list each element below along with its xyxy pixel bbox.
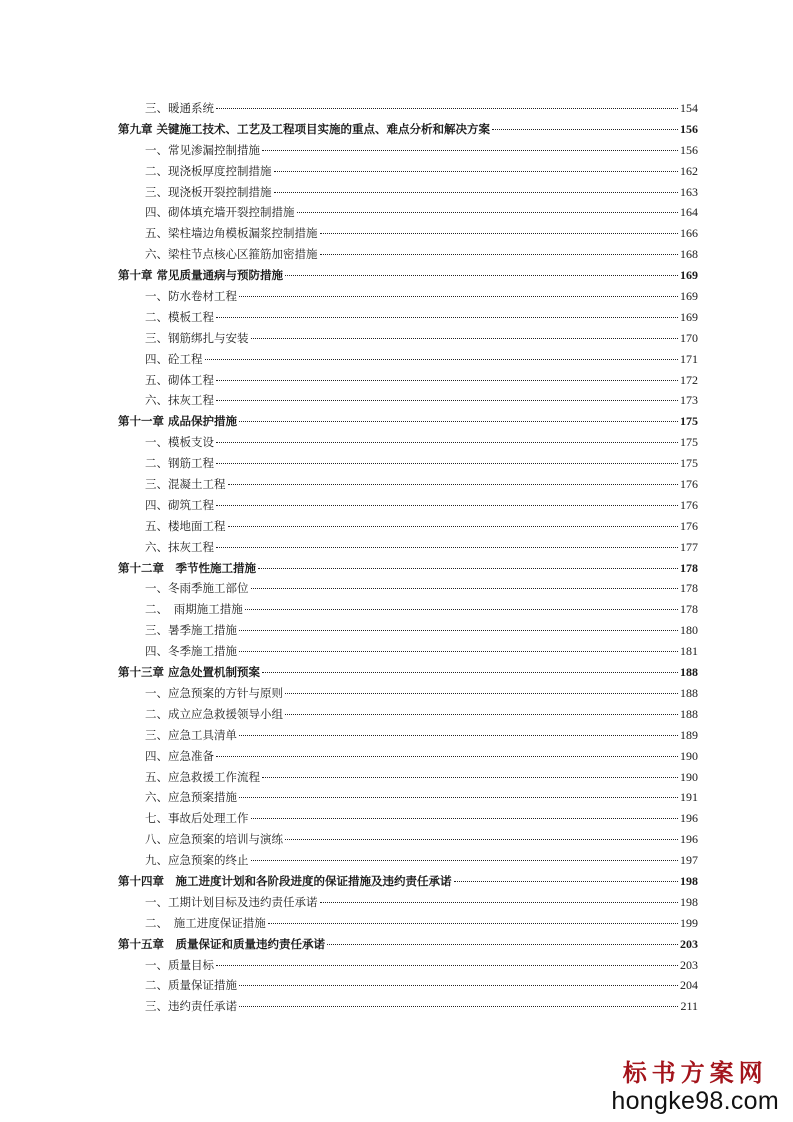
dot-leader — [216, 108, 678, 109]
toc-page-number: 204 — [680, 978, 698, 993]
toc-entry-title: 三、混凝土工程 — [145, 477, 226, 492]
toc-entry-title: 四、砌体填充墙开裂控制措施 — [145, 205, 295, 220]
toc-page-number: 197 — [680, 853, 698, 868]
toc-section-row[interactable] — [118, 599, 698, 620]
dot-leader — [228, 484, 679, 485]
toc-section-row[interactable] — [118, 767, 698, 788]
toc-entry-title: 四、应急准备 — [145, 748, 214, 763]
dot-leader — [320, 233, 679, 234]
toc-section-row[interactable] — [118, 161, 698, 182]
toc-entry-title: 第十一章 成品保护措施 — [118, 414, 238, 429]
toc-page-number: 176 — [680, 518, 698, 533]
dot-leader — [274, 171, 679, 172]
toc-page-number: 188 — [680, 665, 698, 680]
toc-page-number: 189 — [680, 727, 698, 742]
toc-section-row[interactable] — [118, 516, 698, 537]
toc-page-number: 188 — [680, 706, 698, 721]
toc-section-row[interactable] — [118, 704, 698, 725]
toc-section-row[interactable] — [118, 286, 698, 307]
toc-entry-title: 一、常见渗漏控制措施 — [145, 142, 260, 157]
toc-section-row[interactable] — [118, 537, 698, 558]
dot-leader — [258, 568, 678, 569]
toc-section-row[interactable] — [118, 913, 698, 934]
toc-page-number: 190 — [680, 748, 698, 763]
dot-leader — [216, 965, 678, 966]
toc-section-row[interactable] — [118, 390, 698, 411]
dot-leader — [216, 756, 678, 757]
dot-leader — [245, 609, 678, 610]
toc-entry-title: 四、砼工程 — [145, 351, 203, 366]
toc-page-number: 188 — [680, 685, 698, 700]
toc-section-row[interactable] — [118, 829, 698, 850]
dot-leader — [216, 380, 678, 381]
toc-section-row[interactable] — [118, 495, 698, 516]
dot-leader — [285, 275, 678, 276]
toc-page-number: 198 — [680, 873, 698, 888]
dot-leader — [262, 150, 678, 151]
toc-chapter-row[interactable] — [118, 662, 698, 683]
toc-entry-title: 四、冬季施工措施 — [145, 644, 237, 659]
toc-entry-title: 三、暑季施工措施 — [145, 623, 237, 638]
dot-leader — [239, 797, 678, 798]
toc-chapter-row[interactable] — [118, 934, 698, 955]
toc-page-number: 171 — [680, 351, 698, 366]
toc-section-row[interactable] — [118, 578, 698, 599]
toc-entry-title: 第九章 关键施工技术、工艺及工程项目实施的重点、难点分析和解决方案 — [118, 121, 490, 136]
toc-page-number: 211 — [680, 999, 698, 1014]
dot-leader — [492, 129, 678, 130]
dot-leader — [239, 651, 678, 652]
toc-page-number: 196 — [680, 832, 698, 847]
toc-entry-title: 二、质量保证措施 — [145, 978, 237, 993]
toc-page-number: 175 — [680, 414, 698, 429]
toc-entry-title: 六、抹灰工程 — [145, 539, 214, 554]
toc-section-row[interactable] — [118, 328, 698, 349]
toc-page-number: 169 — [680, 309, 698, 324]
dot-leader — [262, 672, 678, 673]
dot-leader — [216, 400, 678, 401]
toc-page-number: 175 — [680, 456, 698, 471]
dot-leader — [216, 547, 678, 548]
toc-section-row[interactable] — [118, 182, 698, 203]
dot-leader — [268, 923, 678, 924]
toc-entry-title: 三、应急工具清单 — [145, 727, 237, 742]
toc-entry-title: 第十章 常见质量通病与预防措施 — [118, 268, 284, 283]
toc-chapter-row[interactable] — [118, 871, 698, 892]
dot-leader — [327, 944, 678, 945]
toc-section-row[interactable] — [118, 683, 698, 704]
toc-section-row[interactable] — [118, 641, 698, 662]
toc-page-number: 154 — [680, 101, 698, 115]
toc-page-number: 175 — [680, 435, 698, 450]
toc-page-number: 172 — [680, 372, 698, 387]
dot-leader — [239, 630, 678, 631]
toc-page-number: 196 — [680, 811, 698, 826]
toc-page-number: 163 — [680, 184, 698, 199]
dot-leader — [285, 714, 678, 715]
toc-page-number: 176 — [680, 497, 698, 512]
watermark-logo — [611, 1058, 779, 1115]
toc-entry-title: 八、应急预案的培训与演练 — [145, 832, 283, 847]
toc-entry-title: 三、钢筋绑扎与安装 — [145, 330, 249, 345]
toc-page-number: 168 — [680, 247, 698, 262]
toc-entry-title: 第十五章 质量保证和质量违约责任承诺 — [118, 936, 325, 951]
toc-section-row[interactable] — [118, 140, 698, 161]
toc-page-number: 178 — [680, 602, 698, 617]
toc-entry-title: 第十二章 季节性施工措施 — [118, 560, 256, 575]
dot-leader — [285, 693, 678, 694]
dot-leader — [239, 1006, 678, 1007]
toc-entry-title: 三、违约责任承诺 — [145, 999, 237, 1014]
toc-section-row[interactable] — [118, 349, 698, 370]
toc-section-row[interactable] — [118, 850, 698, 871]
toc-page-number: 173 — [680, 393, 698, 408]
toc-page-number: 156 — [680, 121, 698, 136]
table-of-contents — [118, 98, 698, 1017]
toc-section-row[interactable] — [118, 98, 698, 119]
toc-section-row[interactable] — [118, 370, 698, 391]
dot-leader — [454, 881, 679, 882]
toc-page-number: 199 — [680, 915, 698, 930]
toc-chapter-row[interactable] — [118, 265, 698, 286]
toc-page-number: 203 — [680, 957, 698, 972]
toc-section-row[interactable] — [118, 892, 698, 913]
dot-leader — [239, 985, 678, 986]
toc-section-row[interactable] — [118, 202, 698, 223]
dot-leader — [239, 296, 678, 297]
dot-leader — [251, 588, 679, 589]
toc-chapter-row[interactable] — [118, 119, 698, 140]
toc-entry-title: 六、梁柱节点核心区箍筋加密措施 — [145, 247, 318, 262]
toc-page-number: 164 — [680, 205, 698, 220]
toc-page-number: 166 — [680, 226, 698, 241]
toc-entry-title: 一、应急预案的方针与原则 — [145, 685, 283, 700]
toc-entry-title: 七、事故后处理工作 — [145, 811, 249, 826]
toc-section-row[interactable] — [118, 808, 698, 829]
toc-entry-title: 五、梁柱墙边角模板漏浆控制措施 — [145, 226, 318, 241]
toc-page-number: 190 — [680, 769, 698, 784]
toc-section-row[interactable] — [118, 787, 698, 808]
dot-leader — [320, 254, 679, 255]
toc-entry-title: 六、抹灰工程 — [145, 393, 214, 408]
toc-section-row[interactable] — [118, 453, 698, 474]
dot-leader — [205, 359, 679, 360]
dot-leader — [216, 442, 678, 443]
toc-entry-title: 一、模板支设 — [145, 435, 214, 450]
dot-leader — [251, 338, 679, 339]
toc-page-number: 169 — [680, 268, 698, 283]
toc-entry-title: 二、现浇板厚度控制措施 — [145, 163, 272, 178]
dot-leader — [285, 839, 678, 840]
toc-entry-title: 一、防水卷材工程 — [145, 289, 237, 304]
toc-section-row[interactable] — [118, 244, 698, 265]
toc-page-number: 178 — [680, 581, 698, 596]
toc-section-row[interactable] — [118, 432, 698, 453]
toc-page-number: 178 — [680, 560, 698, 575]
toc-entry-title: 三、暖通系统 — [145, 101, 214, 115]
toc-section-row[interactable] — [118, 474, 698, 495]
toc-entry-title: 一、工期计划目标及违约责任承诺 — [145, 894, 318, 909]
dot-leader — [216, 317, 678, 318]
toc-chapter-row[interactable] — [118, 411, 698, 432]
toc-entry-title: 一、冬雨季施工部位 — [145, 581, 249, 596]
toc-section-row[interactable] — [118, 725, 698, 746]
watermark-cn-text: 标书方案网 — [622, 1058, 768, 1087]
dot-leader — [262, 777, 678, 778]
dot-leader — [251, 860, 679, 861]
toc-entry-title: 六、应急预案措施 — [145, 790, 237, 805]
toc-page-number: 203 — [680, 936, 698, 951]
toc-entry-title: 三、现浇板开裂控制措施 — [145, 184, 272, 199]
toc-page-number: 181 — [680, 644, 698, 659]
toc-page-number: 198 — [680, 894, 698, 909]
toc-page-number: 156 — [680, 142, 698, 157]
toc-section-row[interactable] — [118, 996, 698, 1017]
dot-leader — [239, 421, 678, 422]
toc-section-row[interactable] — [118, 955, 698, 976]
dot-leader — [320, 902, 679, 903]
toc-entry-title: 二、 雨期施工措施 — [145, 602, 243, 617]
toc-page-number: 169 — [680, 289, 698, 304]
dot-leader — [216, 463, 678, 464]
toc-chapter-row[interactable] — [118, 558, 698, 579]
toc-page-number: 180 — [680, 623, 698, 638]
toc-page-number: 176 — [680, 477, 698, 492]
dot-leader — [228, 526, 679, 527]
toc-page-number: 162 — [680, 163, 698, 178]
toc-entry-title: 第十三章 应急处置机制预案 — [118, 665, 261, 680]
toc-section-row[interactable] — [118, 307, 698, 328]
toc-entry-title: 一、质量目标 — [145, 957, 214, 972]
toc-entry-title: 五、砌体工程 — [145, 372, 214, 387]
toc-entry-title: 五、楼地面工程 — [145, 518, 226, 533]
toc-entry-title: 第十四章 施工进度计划和各阶段进度的保证措施及违约责任承诺 — [118, 873, 452, 888]
toc-entry-title: 二、成立应急救援领导小组 — [145, 706, 283, 721]
toc-section-row[interactable] — [118, 746, 698, 767]
toc-section-row[interactable] — [118, 223, 698, 244]
toc-entry-title: 二、钢筋工程 — [145, 456, 214, 471]
dot-leader — [274, 192, 679, 193]
toc-page-number: 177 — [680, 539, 698, 554]
toc-page-number: 191 — [680, 790, 698, 805]
toc-section-row[interactable] — [118, 975, 698, 996]
toc-section-row[interactable] — [118, 620, 698, 641]
dot-leader — [239, 735, 678, 736]
toc-entry-title: 二、模板工程 — [145, 309, 214, 324]
watermark-url-text: hongke98.com — [611, 1087, 779, 1115]
toc-entry-title: 九、应急预案的终止 — [145, 853, 249, 868]
toc-entry-title: 四、砌筑工程 — [145, 497, 214, 512]
dot-leader — [297, 212, 679, 213]
dot-leader — [216, 505, 678, 506]
toc-page-number: 170 — [680, 330, 698, 345]
toc-entry-title: 二、 施工进度保证措施 — [145, 915, 266, 930]
dot-leader — [251, 818, 679, 819]
toc-entry-title: 五、应急救援工作流程 — [145, 769, 260, 784]
